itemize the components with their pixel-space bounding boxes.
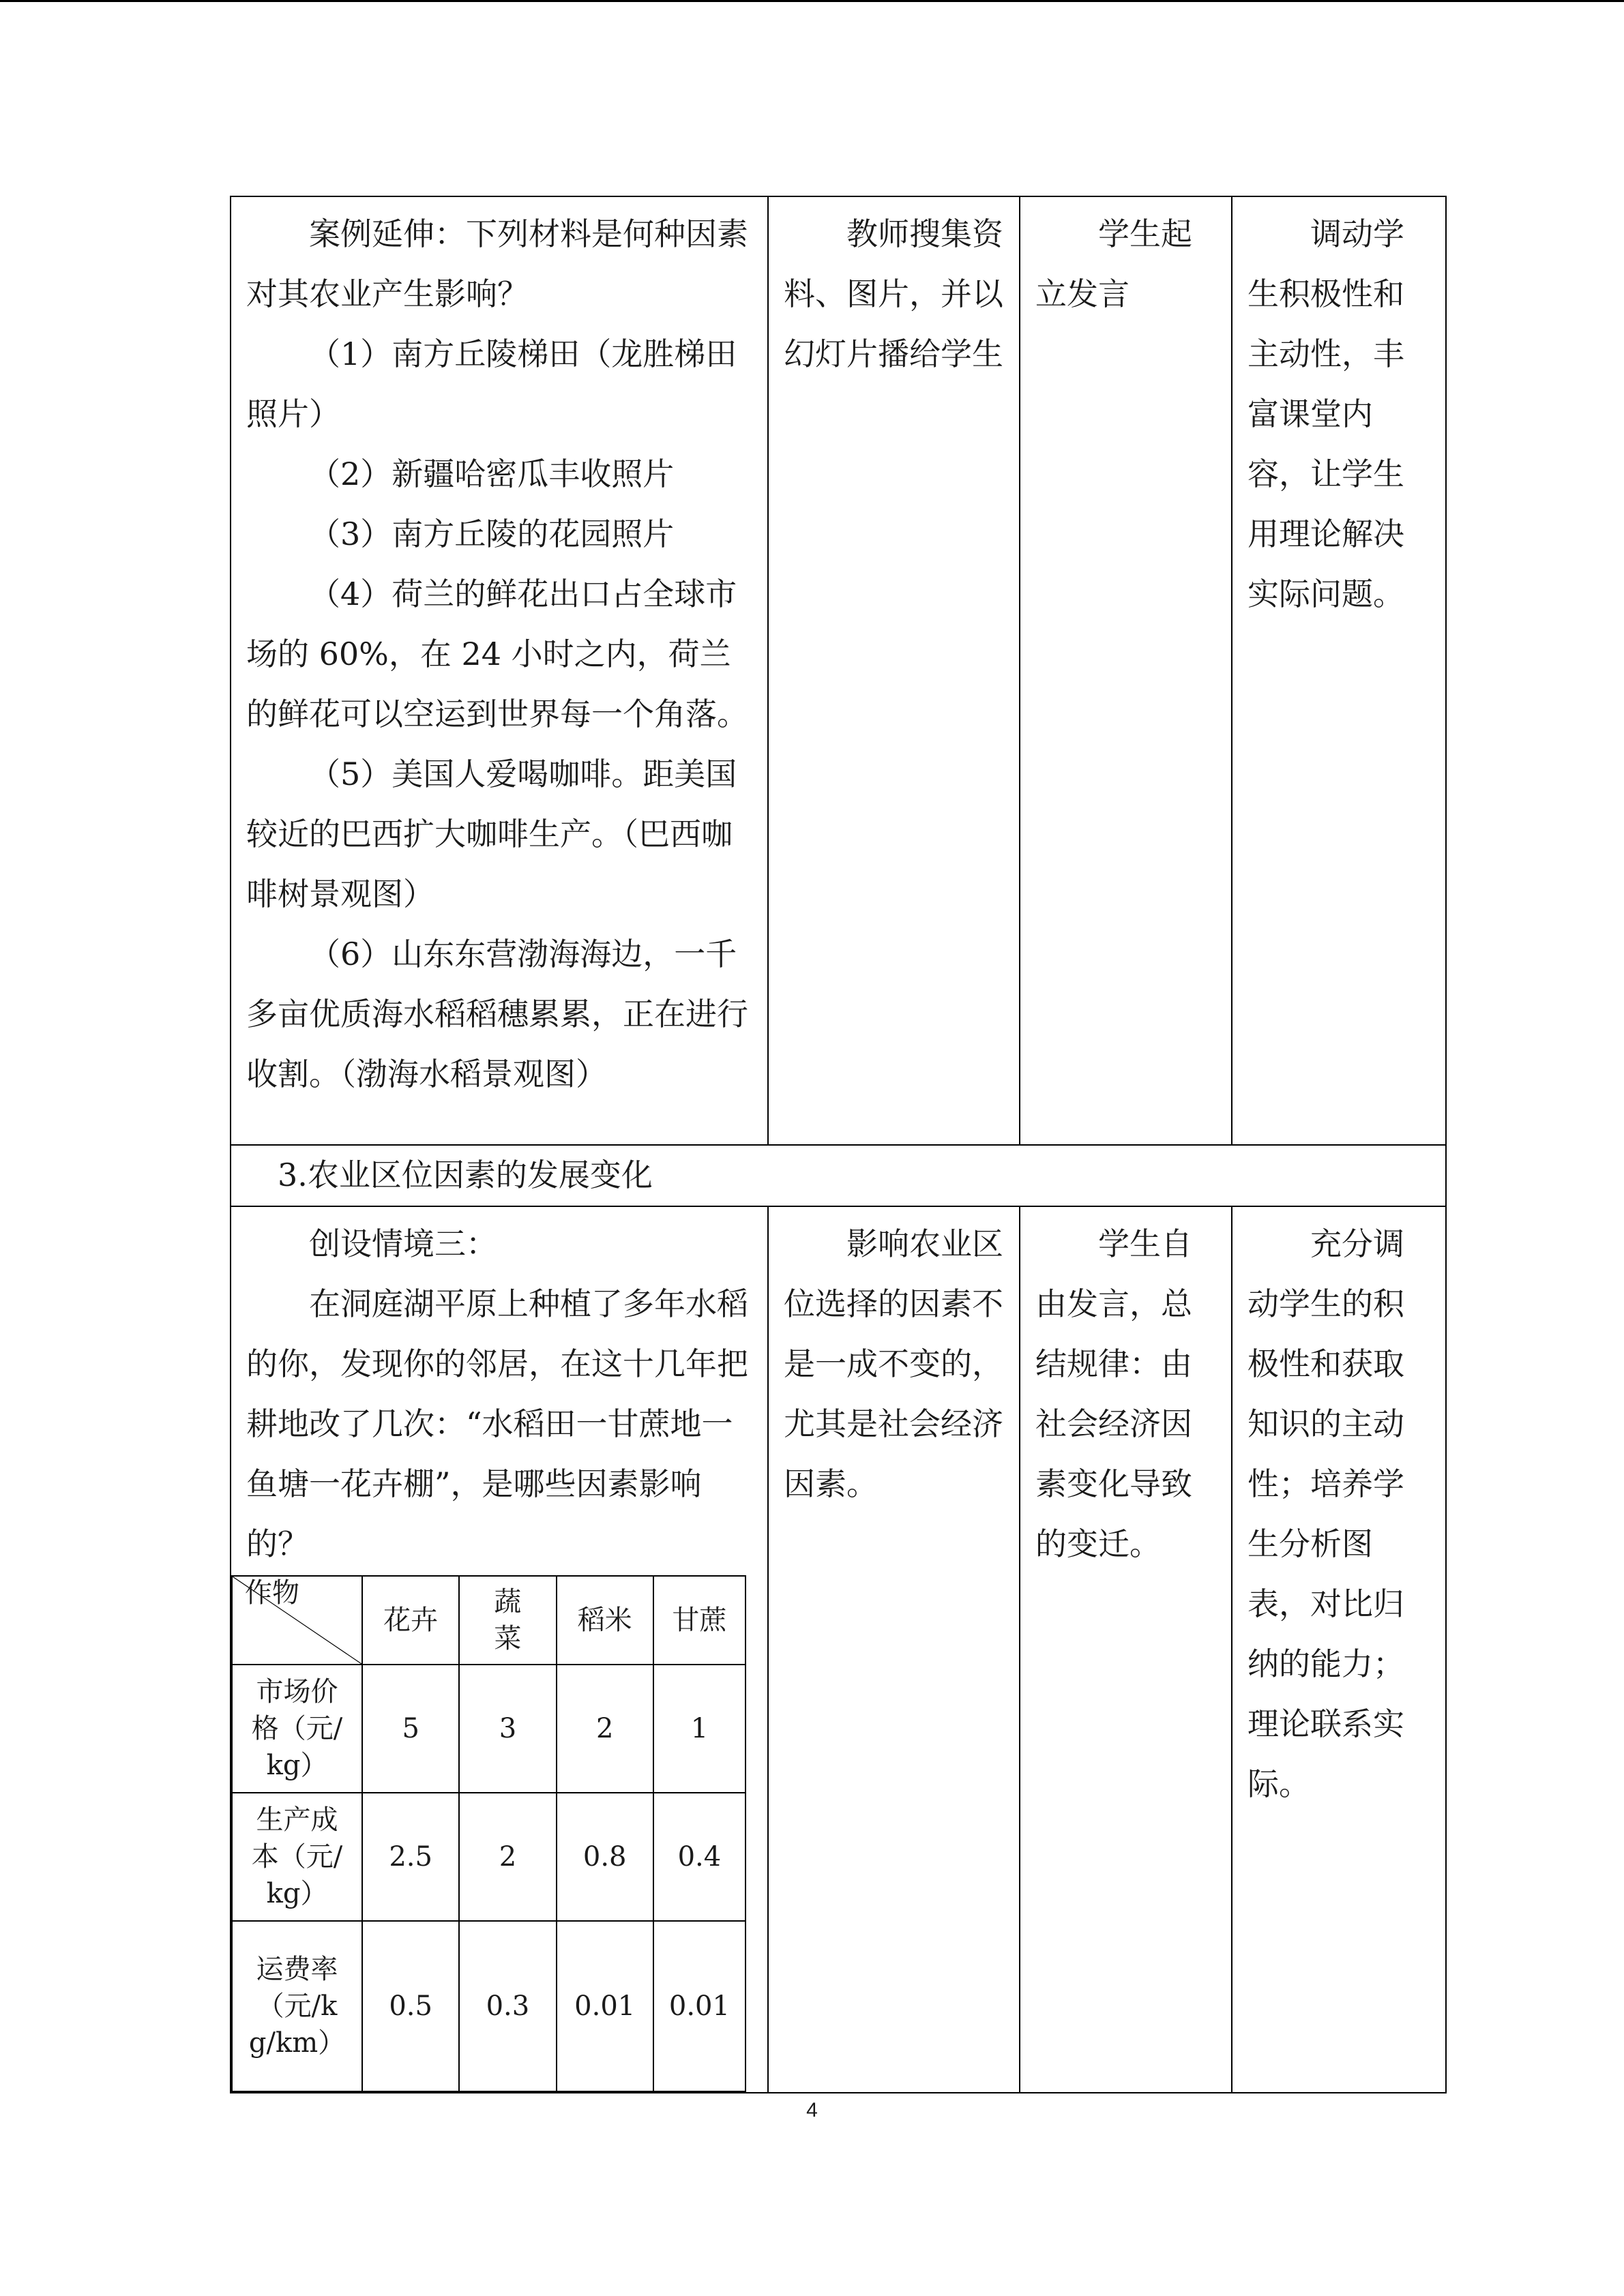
row-label-freight-rate: 运费率（元/kg/km）	[232, 1921, 362, 2091]
crop-col-sugarcane: 甘蔗	[653, 1576, 745, 1665]
case-item-6: （6）山东东营渤海海边，一千多亩优质海水稻稻穗累累，正在进行收割。（渤海水稻景观图）	[246, 936, 748, 1092]
scenario-heading: 创设情境三：	[309, 1225, 497, 1262]
case-extension-row	[231, 196, 1446, 1145]
case-intro: 案例延伸：下列材料是何种因素对其农业产生影响？	[246, 215, 748, 312]
freight-vegetables: 0.3	[459, 1921, 556, 2091]
freight-sugarcane: 0.01	[653, 1921, 745, 2091]
scenario-text: 在洞庭湖平原上种植了多年水稻的你，发现你的邻居，在这十几年把耕地改了几次：“水稻田一甘蔗地一鱼塘一花卉棚”，是哪些因素影响的？	[246, 1285, 748, 1562]
scenario-teacher-text: 影响农业区位选择的因素不是一成不变的，尤其是社会经济因素。	[784, 1225, 1003, 1502]
case-item-5: （5）美国人爱喝咖啡。距美国较近的巴西扩大咖啡生产。（巴西咖啡树景观图）	[246, 756, 737, 912]
page-number: 4	[806, 2099, 818, 2121]
crop-col-rice: 稻米	[557, 1576, 653, 1665]
scenario-purpose-text: 充分调动学生的积极性和获取知识的主动性；培养学生分析图表，对比归纳的能力；理论联系实际。	[1247, 1225, 1404, 1802]
cost-vegetables: 2	[459, 1793, 556, 1921]
crop-table-corner-label: 作物	[245, 1577, 299, 1609]
section-heading-cell	[231, 1145, 1446, 1206]
cost-sugarcane: 0.4	[653, 1793, 745, 1921]
crop-row-market-price	[232, 1665, 745, 1793]
scenario-row	[231, 1206, 1446, 2093]
price-flowers: 5	[362, 1665, 459, 1793]
case-content-cell	[231, 196, 768, 1145]
crop-row-production-cost	[232, 1793, 745, 1921]
case-purpose-text: 调动学生积极性和主动性，丰富课堂内容，让学生用理论解决实际问题。	[1247, 215, 1404, 612]
price-rice: 2	[557, 1665, 653, 1793]
case-teacher-cell	[768, 196, 1020, 1145]
lesson-plan-table	[230, 196, 1447, 2093]
crop-row-freight-rate	[232, 1921, 745, 2091]
crop-data-table	[231, 1575, 746, 2092]
scenario-purpose-cell	[1232, 1206, 1446, 2093]
cost-flowers: 2.5	[362, 1793, 459, 1921]
freight-flowers: 0.5	[362, 1921, 459, 2091]
scenario-teacher-cell	[768, 1206, 1020, 2093]
case-student-cell	[1020, 196, 1232, 1145]
crop-col-vegetables: 蔬菜	[459, 1576, 556, 1665]
case-purpose-cell	[1232, 196, 1446, 1145]
crop-table-header-row	[232, 1576, 745, 1665]
scenario-content-cell	[231, 1206, 768, 2093]
case-item-2: （2）新疆哈密瓜丰收照片	[309, 456, 675, 492]
row-label-market-price: 市场价格（元/kg）	[232, 1665, 362, 1793]
page-top-rule	[0, 0, 1624, 2]
case-item-4: （4）荷兰的鲜花出口占全球市场的 60%，在 24 小时之内，荷兰的鲜花可以空运到世界每一个角落。	[246, 576, 748, 732]
crop-col-flowers: 花卉	[362, 1576, 459, 1665]
case-student-text: 学生起立发言	[1035, 215, 1192, 312]
row-label-production-cost: 生产成本（元/kg）	[232, 1793, 362, 1921]
case-item-3: （3）南方丘陵的花园照片	[309, 516, 675, 552]
case-teacher-text: 教师搜集资料、图片，并以幻灯片播给学生	[784, 215, 1003, 372]
section-heading-row	[231, 1145, 1446, 1206]
cost-rice: 0.8	[557, 1793, 653, 1921]
crop-table-corner-cell	[232, 1576, 362, 1665]
case-item-1: （1）南方丘陵梯田（龙胜梯田照片）	[246, 336, 737, 432]
scenario-student-text: 学生自由发言，总结规律：由社会经济因素变化导致的变迁。	[1035, 1225, 1192, 1562]
scenario-student-cell	[1020, 1206, 1232, 2093]
section-title: 3.农业区位因素的发展变化	[278, 1157, 653, 1193]
price-sugarcane: 1	[653, 1665, 745, 1793]
price-vegetables: 3	[459, 1665, 556, 1793]
freight-rice: 0.01	[557, 1921, 653, 2091]
